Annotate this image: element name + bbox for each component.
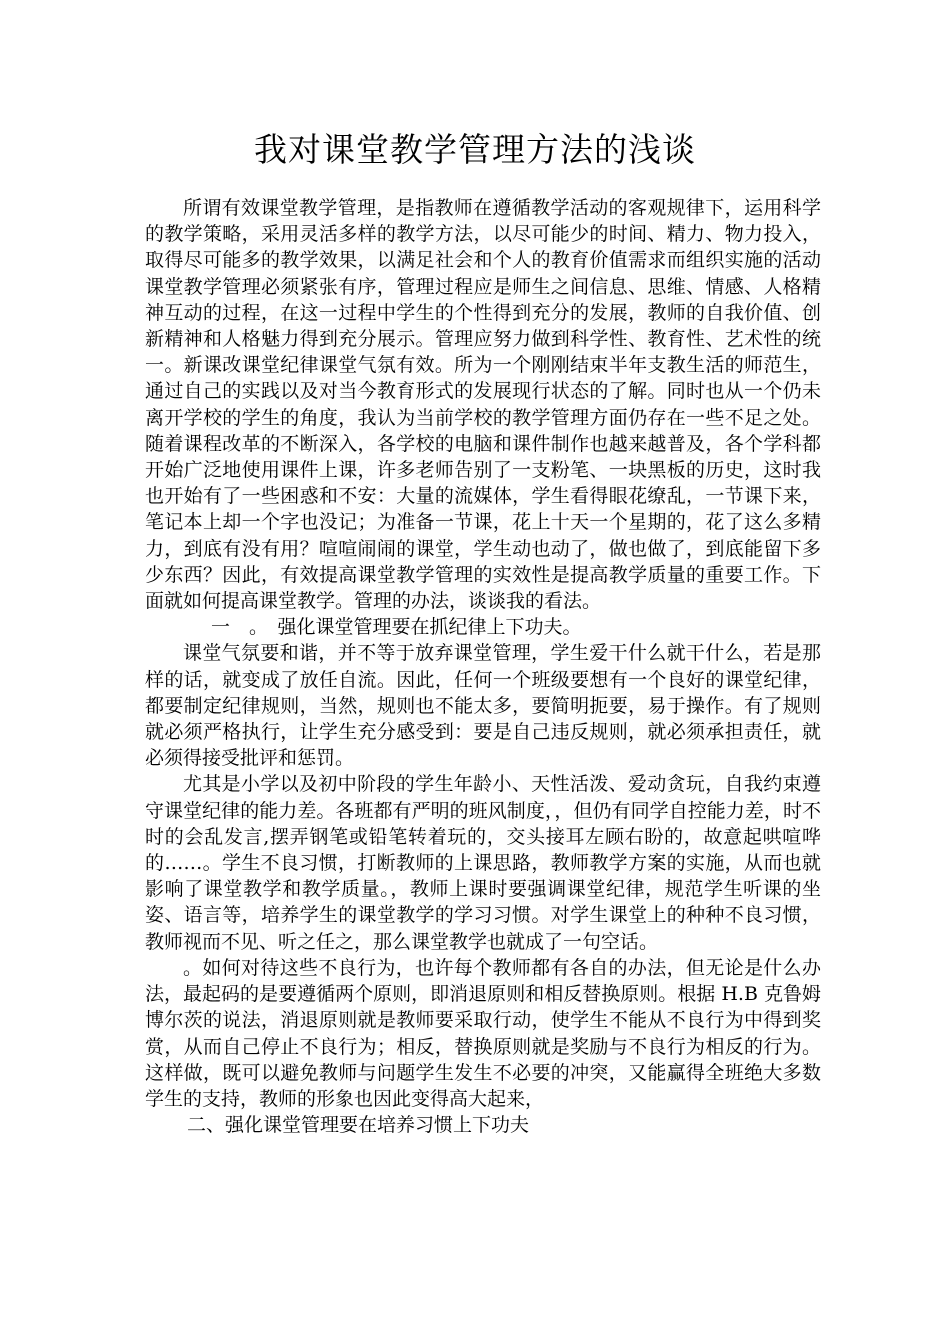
- intro-paragraph: 所谓有效课堂教学管理，是指教师在遵循教学活动的客观规律下，运用科学的教学策略，采用灵活多样的教学方法，以尽可能少的时间、精力、物力投入，取得尽可能多的教学效果，以满足社会和个人的教育价值需求而组织实施的活动课堂教学管理必须紧张有序，管理过程应是师生之间信息、思维、情感、人格精神互动的过程，在这一过程中学生的个性得到充分的发展，教师的自我价值、创新精神和人格魅力得到充分展示。管理应努力做到科学性、教育性、艺术性的统一。新课改课堂纪律课堂气氛有效。所为一个刚刚结束半年支教生活的师范生，通过自己的实践以及对当今教育形式的发展现行状态的了解。同时也从一个仍未离开学校的学生的角度，我认为当前学校的教学管理方面仍存在一些不足之处。随着课程改革的不断深入，各学校的电脑和课件制作也越来越普及，各个学科都开始广泛地使用课件上课，许多老师告别了一支粉笔、一块黑板的历史，这时我也开始有了一些困惑和不安：大量的流媒体，学生看得眼花缭乱，一节课下来，笔记本上却一个字也没记；为准备一节课，花上十天一个星期的，花了这么多精力，到底有没有用？喧喧闹闹的课堂，学生动也动了，做也做了，到底能留下多少东西？因此，有效提高课堂教学管理的实效性是提高教学质量的重要工作。下面就如何提高课堂教学。管理的办法，谈谈我的看法。: [145, 197, 821, 613]
- section-heading-one: 一 。 强化课堂管理要在抓纪律上下功夫。: [211, 616, 582, 639]
- paragraph-two-principles: 。如何对待这些不良行为，也许每个教师都有各自的办法，但无论是什么办法，最起码的是要遵循两个原则，即消退原则和相反替换原则。根据 H.B 克鲁姆博尔茨的说法，消退原则就是教师要采取行动，使学生不能从不良行为中得到奖赏，从而自己停止不良行为；相反，替换原则就是奖励与不良行为相反的行为。这样做，既可以避免教师与问题学生发生不必要的冲突，又能赢得全班绝大多数学生的支持，教师的形象也因此变得高大起来，: [145, 956, 821, 1110]
- document-title: 我对课堂教学管理方法的浅谈: [254, 130, 696, 169]
- paragraph-classroom-atmosphere: 课堂气氛要和谐，并不等于放弃课堂管理，学生爱干什么就干什么，若是那样的话，就变成了放任自流。因此，任何一个班级要想有一个良好的课堂纪律，都要制定纪律规则，当然，规则也不能太多，要简明扼要，易于操作。有了规则就必须严格执行，让学生充分感受到：要是自己违反规则，就必须承担责任，就必须得接受批评和惩罚。: [145, 642, 821, 770]
- document-body: [145, 195, 821, 1138]
- paragraph-student-habits: 尤其是小学以及初中阶段的学生年龄小、天性活泼、爱动贪玩，自我约束遵守课堂纪律的能力差。各班都有严明的班风制度，，但仍有同学自控能力差，时不时的会乱发言,摆弄钢笔或铅笔转着玩的，交头接耳左顾右盼的，故意起哄喧哗的……。学生不良习惯，打断教师的上课思路，教师教学方案的实施，从而也就影响了课堂教学和教学质量。，教师上课时要强调课堂纪律，规范学生听课的坐姿、语言等，培养学生的课堂教学的学习习惯。对学生课堂上的种种不良习惯，教师视而不见、听之任之，那么课堂教学也就成了一句空话。: [145, 773, 821, 953]
- section-heading-two: 二、强化课堂管理要在培养习惯上下功夫: [187, 1114, 530, 1137]
